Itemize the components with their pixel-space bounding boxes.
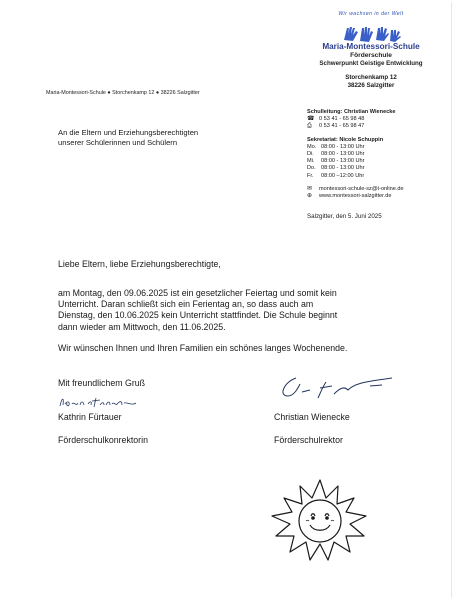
hours-day: Mi. bbox=[307, 158, 315, 165]
school-type: Förderschule bbox=[350, 52, 392, 59]
school-focus: Schwerpunkt Geistige Entwicklung bbox=[319, 60, 423, 67]
school-street: Storchenkamp 12 bbox=[345, 74, 397, 81]
fax-number: 0 53 41 - 65 98 47 bbox=[319, 123, 365, 130]
logo-slogan: Wir wachsen in der Welt bbox=[338, 11, 404, 17]
hours-time: 08:00 - 13:00 Uhr bbox=[321, 158, 365, 165]
school-city: 38226 Salzgitter bbox=[347, 82, 395, 89]
hours-day: Do. bbox=[307, 165, 316, 172]
school-name: Maria-Montessori-Schule bbox=[322, 42, 420, 51]
hours-day: Di. bbox=[307, 151, 314, 158]
hours-day: Mo. bbox=[307, 143, 317, 150]
signature-left bbox=[58, 395, 198, 409]
contact-block bbox=[307, 109, 447, 200]
recipient-line-2: unserer Schülerinnen und Schülern bbox=[58, 137, 178, 147]
hours-time: 08:00 - 13:00 Uhr bbox=[321, 165, 365, 172]
letter-greeting: Liebe Eltern, liebe Erziehungsberechtigte, bbox=[58, 259, 221, 269]
web-link[interactable]: www.montessori-salzgitter.de bbox=[319, 193, 392, 200]
signatory-left-name: Kathrin Fürtauer bbox=[58, 412, 122, 422]
hours-time: 08:00 - 13:00 Uhr bbox=[321, 143, 365, 150]
signature-right bbox=[274, 374, 414, 404]
hours-day: Fr. bbox=[307, 172, 314, 179]
signatory-right-name: Christian Wienecke bbox=[274, 412, 350, 422]
hours-time: 08:00 - 13:00 Uhr bbox=[321, 151, 365, 158]
school-address bbox=[306, 74, 436, 90]
letter-page bbox=[4, 2, 452, 598]
fax-icon: ⎙ bbox=[307, 123, 312, 130]
recipient-block bbox=[58, 128, 198, 147]
head-label: Schulleitung: Christian Wienecke bbox=[307, 109, 396, 115]
letter-closing: Mit freundlichem Gruß bbox=[58, 378, 146, 388]
sender-line: Maria-Montessori-Schule ● Storchenkamp 12 ● 38226 Salzgitter bbox=[46, 90, 200, 96]
school-header bbox=[306, 42, 436, 67]
web-icon: ⊕ bbox=[307, 193, 313, 200]
hours-time: 08:00 –12:00 Uhr bbox=[321, 172, 365, 179]
phone-icon: ☎ bbox=[307, 116, 315, 123]
email-icon: ✉ bbox=[307, 185, 313, 192]
phone-number: 0 53 41 - 65 98 48 bbox=[319, 116, 365, 123]
sun-drawing bbox=[266, 478, 374, 564]
letter-paragraph-1: am Montag, den 09.06.2025 ist ein gesetzlicher Feiertag und somit kein Unterricht. Daran schließt sich ein Ferientag an, so dass auch am Dienstag, den 10.06.2025 kein Unterricht stattfindet. Die Schule beginnt dann wieder am Mittwoch, den 11.06.2025. bbox=[58, 288, 338, 332]
signatory-right-role: Förderschulrektor bbox=[274, 435, 343, 445]
date-line: Salzgitter, den 5. Juni 2025 bbox=[307, 213, 382, 220]
recipient-line-1: An die Eltern und Erziehungsberechtigten bbox=[58, 128, 199, 137]
secretary-label: Sekretariat: Nicole Schuppin bbox=[307, 136, 384, 143]
email-link[interactable]: montessori-schule-sz@t-online.de bbox=[319, 185, 404, 192]
letter-paragraph-2: Wir wünschen Ihnen und Ihren Familien ein schönes langes Wochenende. bbox=[58, 343, 348, 353]
signatory-left-role: Förderschulkonrektorin bbox=[58, 435, 148, 445]
